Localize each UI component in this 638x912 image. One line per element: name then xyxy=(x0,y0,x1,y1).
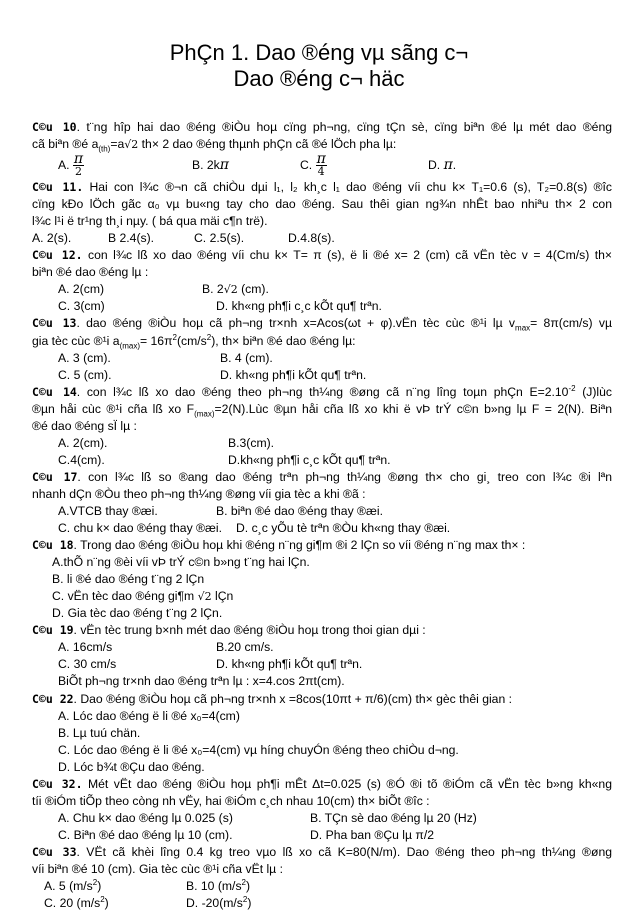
fraction-pi-over-4: $\frac{\pi}{4}$ xyxy=(316,151,326,179)
option-d: D. π. xyxy=(428,157,457,174)
option-a: A. Chu k× dao ®éng lµ 0.025 (s) xyxy=(58,810,233,825)
option-b: B. 2√2 (cm). xyxy=(202,282,269,297)
question-11-options xyxy=(32,230,612,247)
question-18-option-a: A.thÕ n¨ng ®èi víi vÞ trÝ c©n b»ng t¨ng hai lÇn. xyxy=(52,555,310,570)
question-18-option-b: B. li ®é dao ®éng t¨ng 2 lÇn xyxy=(52,572,205,587)
option-d: D. kh«ng ph¶i kÕt qu¶ trªn. xyxy=(216,657,363,672)
question-13-line-2: gia tèc cùc ®¹i $a_{(max)}= 16\pi^2(cm/s^2)$, th× biªn ®é dao ®éng lµ: xyxy=(32,332,356,350)
question-12-line-2: biªn ®é dao ®éng lµ : xyxy=(32,265,149,280)
question-10-line-1: C©u 10. t¨ng hîp hai dao ®éng ®iÒu hoµ cïng ph¬ng, cïng tÇn sè, cïng biªn ®é lµ mét dao ®éng xyxy=(32,120,613,134)
question-33-options-cd xyxy=(32,895,612,912)
question-14-line-1: C©u 14. con l¾c lß xo dao ®éng theo ph¬ng th¼ng ®øng cã n¨ng lîng toµn phÇn $E=2.10^{-2}$ (J)lùc xyxy=(32,383,612,399)
question-13-options-ab xyxy=(32,350,612,367)
question-19-options-cd xyxy=(32,656,612,673)
question-13-number: C©u 13 xyxy=(32,316,77,331)
question-18-number: C©u 18 xyxy=(32,538,74,553)
option-a: A. 2(cm). xyxy=(58,435,108,450)
question-19-number: C©u 19 xyxy=(32,623,74,638)
question-10-number: C©u 10 xyxy=(32,120,77,134)
option-d: D. kh«ng ph¶i kÕt qu¶ trªn. xyxy=(220,367,367,382)
question-32-line-1: C©u 32. Mét vËt dao ®éng ®iÒu hoµ ph¶i mÊt Δt=0.025 (s) ®Ó ®i tõ ®iÓm cã vËn tèc b»ng kh«ng xyxy=(32,776,612,791)
question-18-line-1: C©u 18. Trong dao ®éng ®iÒu hoµ khi ®éng n¨ng gi¶m ®i 2 lÇn so víi ®éng n¨ng max th× : xyxy=(32,538,526,553)
option-a: A. 16cm/s xyxy=(58,640,113,655)
question-19-line-1: C©u 19. vËn tèc trung b×nh mét dao ®éng ®iÒu hoµ trong thoi gian dµi : xyxy=(32,623,426,638)
question-17-options-cd xyxy=(32,520,612,537)
question-14-options-cd xyxy=(32,452,612,469)
question-14-options-ab xyxy=(32,435,612,452)
option-d: D. c¸c yÕu tè trªn ®Òu kh«ng thay ®æi. xyxy=(236,521,451,536)
option-b: B. biªn ®é dao ®éng thay ®æi. xyxy=(216,503,383,518)
question-18-option-d: D. Gia tèc dao ®éng t¨ng 2 lÇn. xyxy=(52,606,223,621)
option-c: C.4(cm). xyxy=(58,452,105,467)
option-c: C. chu k× dao ®éng thay ®æi. xyxy=(58,521,222,536)
option-a: A. 2(cm) xyxy=(58,282,105,297)
option-a: A. 3 (cm). xyxy=(58,350,111,365)
option-a: A. 2(s). xyxy=(32,231,72,246)
question-19-options-ab xyxy=(32,639,612,656)
option-d: D.kh«ng ph¶i c¸c kÕt qu¶ trªn. xyxy=(228,452,391,467)
question-22-option-b: B. Lµ tuú chän. xyxy=(58,725,141,740)
question-11-number: C©u 11. xyxy=(32,180,84,195)
option-c: C. 5 (cm). xyxy=(58,367,112,382)
option-d: D. $-20(m/s^2)$ xyxy=(186,895,252,911)
question-17-number: C©u 17 xyxy=(32,469,78,484)
question-17-line-1: C©u 17. con l¾c lß so ®ang dao ®éng trªn ph¬ng th¼ng ®øng th× cho gi¸ treo con l¾c ®i lªn xyxy=(32,469,612,484)
question-32-options-ab xyxy=(32,810,612,827)
question-22-option-c: C. Lóc dao ®éng ë li ®é x₀=4(cm) vµ híng chuyÓn ®éng theo chiÒu d¬ng. xyxy=(58,742,459,757)
option-b: B. 2kπ xyxy=(192,157,229,174)
option-d: D. kh«ng ph¶i c¸c kÕt qu¶ trªn. xyxy=(216,299,382,314)
subsection-title: Dao ®éng c¬ häc xyxy=(233,66,405,91)
option-b: B. 10 $(m/s^2)$ xyxy=(186,877,251,894)
question-13-options-cd xyxy=(32,367,612,384)
question-22-line-1: C©u 22. Dao ®éng ®iÒu hoµ cã ph¬ng tr×nh x =8cos(10πt + π/6)(cm) th× gèc thêi gian : xyxy=(32,691,513,706)
option-c: C. Biªn ®é dao ®éng lµ 10 (cm). xyxy=(58,827,233,842)
question-19-note: BiÕt ph¬ng tr×nh dao ®éng trªn lµ : x=4.cos 2πt(cm). xyxy=(58,674,345,689)
question-32-options-cd xyxy=(32,827,612,844)
question-14-number: C©u 14 xyxy=(32,384,77,399)
question-11-line-1: C©u 11. Hai con l¾c ®¬n cã chiÒu dµi l₁, l₂ kh¸c l₁ dao ®éng víi chu k× T₁=0.6 (s), T₂=0.8(s) ®îc xyxy=(32,180,612,195)
option-c: C. 30 cm/s xyxy=(58,657,117,672)
question-10-options xyxy=(32,153,612,179)
option-d: D.4.8(s). xyxy=(288,231,335,246)
question-18-option-c: C. vËn tèc dao ®éng gi¶m √2 lÇn xyxy=(52,589,234,604)
question-13-line-1: C©u 13. dao ®éng ®iÒu hoµ cã ph¬ng tr×nh x=Acos(ωt + φ).vËn tèc cùc ®¹i lµ $v_{max}= 8\pi(cm/s)$ vµ xyxy=(32,316,612,333)
question-22-option-a: A. Lóc dao ®éng ë li ®é x₀=4(cm) xyxy=(58,708,240,723)
question-14-line-3: ®é dao ®éng sÏ lµ : xyxy=(32,418,137,433)
option-d: D. Pha ban ®Çu lµ π/2 xyxy=(310,827,434,842)
question-11-line-2: cïng kÐo lÖch gãc α₀ vµ bu«ng tay cho dao ®éng. Sau thêi gian ng¾n nhÊt bao nhiªu th× 2 con xyxy=(32,197,612,212)
question-33-number: C©u 33 xyxy=(32,844,77,859)
option-a: A.VTCB thay ®æi. xyxy=(58,503,158,518)
question-17-line-2: nhanh dÇn ®Òu theo ph¬ng th¼ng ®øng víi gia tèc a khi ®ã : xyxy=(32,486,366,501)
question-17-options-ab xyxy=(32,503,612,520)
question-12-options-cd xyxy=(32,298,612,315)
question-10-line-2: cã biªn ®é $a_{(th)}=a√2$ th× 2 dao ®éng thµnh phÇn cã ®é lÖch pha lµ: xyxy=(32,137,397,154)
option-a: A. 5 $(m/s^2)$ xyxy=(44,877,102,894)
question-22-option-d: D. Lóc b¾t ®Çu dao ®éng. xyxy=(58,759,205,774)
question-33-options-ab xyxy=(32,878,612,895)
question-11-line-3: l¾c l¹i ë tr¹ng th¸i nµy. ( bá qua mäi c¶n trë). xyxy=(32,214,268,229)
question-list xyxy=(32,119,612,912)
option-b: B. 4 (cm). xyxy=(220,350,273,365)
option-c: C. 20 $(m/s^2)$ xyxy=(44,895,109,911)
question-14-line-2: ®µn håi cùc ®¹i cña lß xo $F_{(max)}=2(N).Lùc$ ®µn håi cña lß xo khi ë vÞ trÝ c©n b»ng lµ F = 2(N). Biªn xyxy=(32,401,612,419)
option-b: B 2.4(s). xyxy=(108,231,155,246)
question-32-line-2: tíi ®iÓm tiÕp theo còng nh vËy, hai ®iÓm c¸ch nhau 10(cm) th× biÕt ®îc : xyxy=(32,793,430,808)
option-a: A. $\frac{\pi}{2}$ xyxy=(58,151,84,179)
question-12-line-1: C©u 12. con l¾c lß xo dao ®éng víi chu k× T= π (s), ë li ®é x= 2 (cm) cã vËn tèc v = 4(Cm/s) th× xyxy=(32,248,613,263)
option-b: B.3(cm). xyxy=(228,435,275,450)
question-12-number: C©u 12. xyxy=(32,248,83,263)
option-c: C. $\frac{\pi}{4}$ xyxy=(300,151,326,179)
question-22-number: C©u 22 xyxy=(32,691,74,706)
question-32-number: C©u 32. xyxy=(32,776,83,791)
section-title: PhÇn 1. Dao ®éng vµ sãng c¬ xyxy=(169,40,469,65)
sqrt-symbol: √2 xyxy=(124,138,139,152)
option-c: C. 2.5(s). xyxy=(194,231,245,246)
question-33-line-1: C©u 33. VËt cã khèi lîng 0.4 kg treo vµo lß xo cã K=80(N/m). Dao ®éng theo ph¬ng th¼ng ®øng xyxy=(32,844,612,859)
option-c: C. 3(cm) xyxy=(58,299,105,314)
option-b: B.20 cm/s. xyxy=(216,640,274,655)
question-12-options-ab xyxy=(32,281,612,298)
option-b: B. TÇn sè dao ®éng lµ 20 (Hz) xyxy=(310,810,477,825)
question-33-line-2: víi biªn ®é 10 (cm). Gia tèc cùc ®¹i cña vËt lµ : xyxy=(32,861,283,876)
fraction-pi-over-2: $\frac{\pi}{2}$ xyxy=(73,151,84,179)
